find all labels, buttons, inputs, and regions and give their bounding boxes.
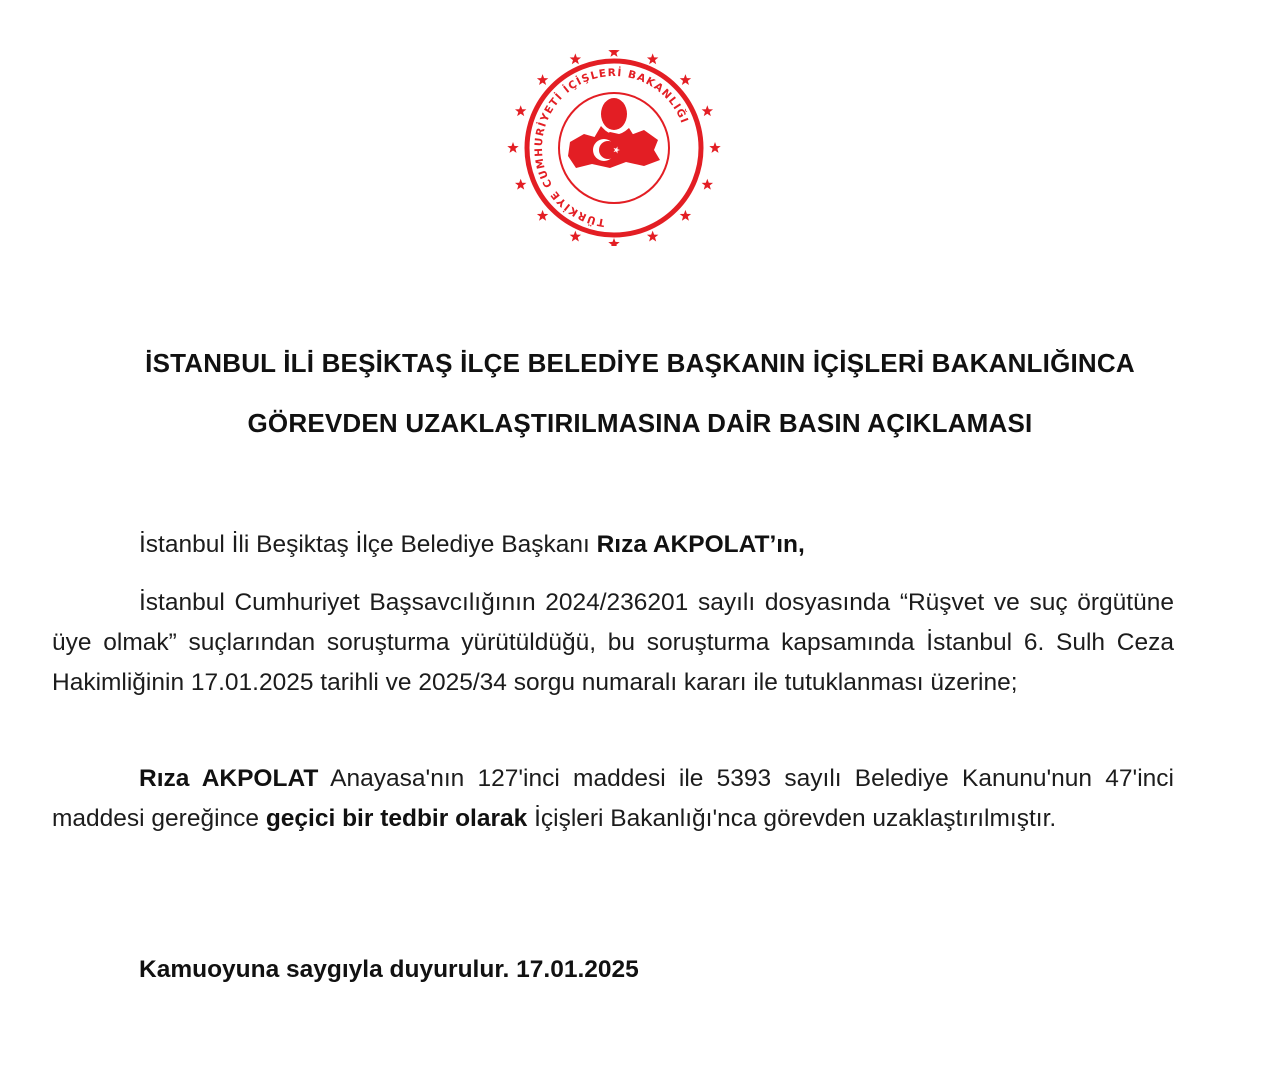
seal-star-icon xyxy=(680,210,691,221)
seal-star-icon xyxy=(680,74,691,85)
addressee-line xyxy=(52,525,1174,565)
title-line-1: İSTANBUL İLİ BEŞİKTAŞ İLÇE BELEDİYE BAŞKANIN İÇİŞLERİ BAKANLIĞINCA xyxy=(145,348,1135,378)
seal-star-icon xyxy=(702,105,713,116)
body2-middle: Anayasa'nın 127'inci maddesi ile 5393 sayılı Belediye Kanunu'nun 47'inci maddesi gereğince xyxy=(52,765,1174,832)
body-paragraph-1: İstanbul Cumhuriyet Başsavcılığının 2024/236201 sayılı dosyasında “Rüşvet ve suç örgütüne üye olmak” suçlarından soruşturma yürütüldüğü, bu soruşturma kapsamında İstanbul 6. Sulh Ceza Hakimliğinin 17.01.2025 tarihli ve 2025/34 sorgu numaralı kararı ile tutuklanması üzerine; xyxy=(52,589,1174,696)
seal-star-icon xyxy=(608,50,619,57)
addressee-prefix: İstanbul İli Beşiktaş İlçe Belediye Başkanı xyxy=(139,531,597,558)
closing-line: Kamuoyuna saygıyla duyurulur. 17.01.2025 xyxy=(139,956,639,983)
seal-star-icon xyxy=(537,210,548,221)
body-paragraph-2 xyxy=(52,759,1174,839)
ministry-seal xyxy=(498,50,730,246)
seal-ring-text: TÜRKİYE CUMHURİYETİ İÇİŞLERİ BAKANLIĞI xyxy=(532,66,691,229)
turkey-map-icon xyxy=(568,130,660,168)
seal-star-icon xyxy=(702,179,713,190)
seal-star-icon xyxy=(570,53,581,64)
seal-star-icon xyxy=(709,142,720,153)
title-line-2: GÖREVDEN UZAKLAŞTIRILMASINA DAİR BASIN AÇIKLAMASI xyxy=(247,408,1033,438)
body2-name: Rıza AKPOLAT xyxy=(139,765,319,792)
seal-star-icon xyxy=(608,238,619,246)
body2-end: İçişleri Bakanlığı'nca görevden uzaklaştırılmıştır. xyxy=(527,805,1057,832)
addressee-name: Rıza AKPOLAT’ın, xyxy=(596,531,805,558)
seal-star-icon xyxy=(515,105,526,116)
seal-star-icon xyxy=(507,142,518,153)
seal-star-icon xyxy=(570,231,581,242)
seal-star-icon xyxy=(647,231,658,242)
seal-star-icon xyxy=(647,53,658,64)
seal-star-icon xyxy=(515,179,526,190)
seal-emblem-icon xyxy=(498,50,730,246)
body2-measure: geçici bir tedbir olarak xyxy=(265,805,528,832)
seal-star-icon xyxy=(537,74,548,85)
